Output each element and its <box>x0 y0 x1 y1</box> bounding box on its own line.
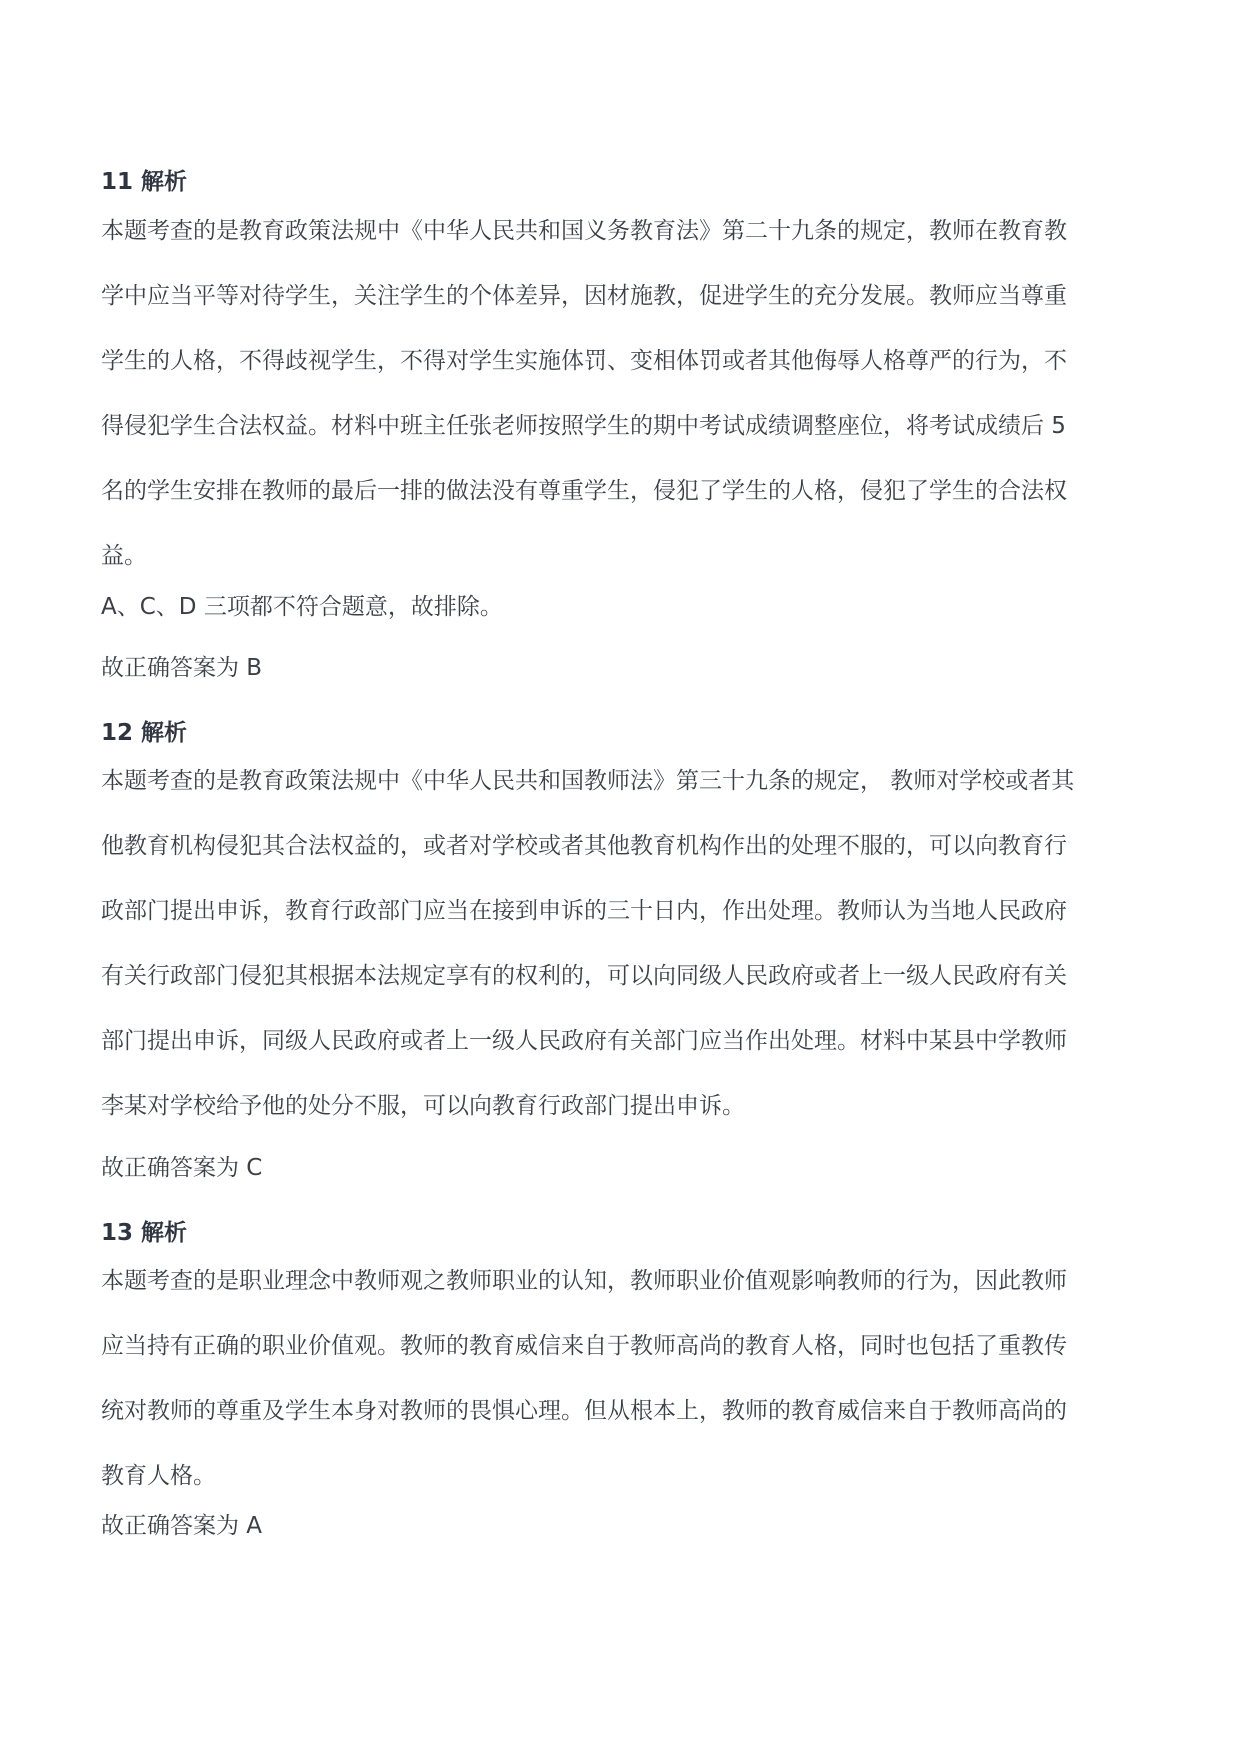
section-13-line-4: 教育人格。 <box>101 1463 216 1489</box>
section-11-line-3: 学生的人格，不得歧视学生，不得对学生实施体罚、变相体罚或者其他侮辱人格尊严的行为，不 <box>101 348 1067 374</box>
section-11-line-6: 益。 <box>101 543 147 569</box>
section-12-line-6: 李某对学校给予他的处分不服，可以向教育行政部门提出申诉。 <box>101 1093 745 1119</box>
section-12-line-4: 有关行政部门侵犯其根据本法规定享有的权利的，可以向同级人民政府或者上一级人民政府有关 <box>101 963 1067 989</box>
section-11-heading: 11 解析 <box>101 169 188 195</box>
section-12-line-5: 部门提出申诉，同级人民政府或者上一级人民政府有关部门应当作出处理。材料中某县中学教师 <box>101 1028 1067 1054</box>
section-13-heading: 13 解析 <box>101 1220 188 1246</box>
section-12-line-1: 本题考查的是教育政策法规中《中华人民共和国教师法》第三十九条的规定， 教师对学校或者其 <box>101 768 1075 794</box>
section-13-line-2: 应当持有正确的职业价值观。教师的教育威信来自于教师高尚的教育人格，同时也包括了重教传 <box>101 1333 1067 1359</box>
section-13-line-1: 本题考查的是职业理念中教师观之教师职业的认知，教师职业价值观影响教师的行为，因此教师 <box>101 1268 1067 1294</box>
section-13-answer: 故正确答案为 A <box>101 1513 263 1539</box>
section-13-line-3: 统对教师的尊重及学生本身对教师的畏惧心理。但从根本上，教师的教育威信来自于教师高尚的 <box>101 1398 1067 1424</box>
section-11-line-5: 名的学生安排在教师的最后一排的做法没有尊重学生，侵犯了学生的人格，侵犯了学生的合法权 <box>101 478 1067 504</box>
section-12-line-3: 政部门提出申诉，教育行政部门应当在接到申诉的三十日内，作出处理。教师认为当地人民政府 <box>101 898 1067 924</box>
section-11-answer: 故正确答案为 B <box>101 655 263 681</box>
section-12-heading: 12 解析 <box>101 720 188 746</box>
section-12-line-2: 他教育机构侵犯其合法权益的，或者对学校或者其他教育机构作出的处理不服的，可以向教育行 <box>101 833 1067 859</box>
section-11-line-2: 学中应当平等对待学生，关注学生的个体差异，因材施教，促进学生的充分发展。教师应当尊重 <box>101 283 1067 309</box>
section-12-answer: 故正确答案为 C <box>101 1155 263 1181</box>
section-11-note: A、C、D 三项都不符合题意，故排除。 <box>101 594 503 620</box>
section-11-line-4: 得侵犯学生合法权益。材料中班主任张老师按照学生的期中考试成绩调整座位，将考试成绩后 5 <box>101 413 1066 439</box>
section-11-line-1: 本题考查的是教育政策法规中《中华人民共和国义务教育法》第二十九条的规定，教师在教育教 <box>101 218 1067 244</box>
